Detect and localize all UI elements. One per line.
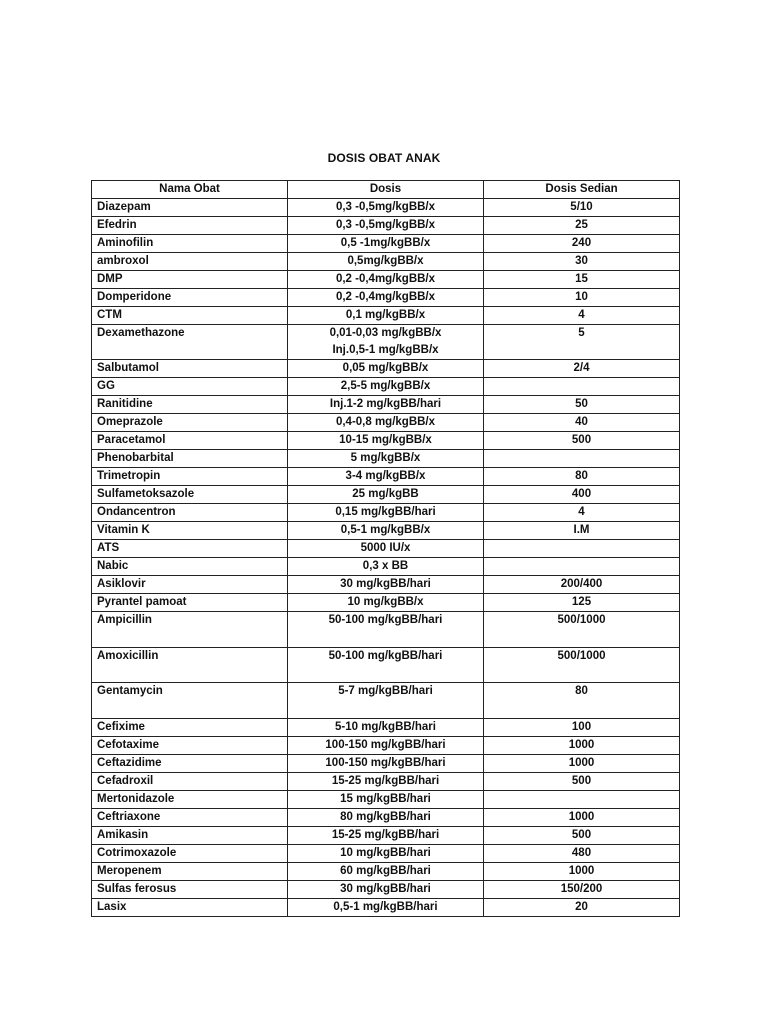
table-row: [92, 235, 680, 253]
table-row: [92, 432, 680, 450]
table-row: [92, 899, 680, 917]
cell-dosis-sedian: 5/10: [484, 199, 680, 217]
cell-nama-obat: Dexamethazone: [92, 325, 288, 360]
dose-line: 25 mg/kgBB: [352, 488, 419, 500]
dose-line: 0,15 mg/kgBB/hari: [335, 506, 436, 518]
cell-dosis: [288, 504, 484, 522]
cell-dosis-sedian: 1000: [484, 755, 680, 773]
table-row: [92, 522, 680, 540]
table-header: [92, 181, 680, 199]
cell-nama-obat: Phenobarbital: [92, 450, 288, 468]
cell-dosis-sedian: 500: [484, 773, 680, 791]
cell-dosis: [288, 235, 484, 253]
header-dosis-sedian: Dosis Sedian: [484, 181, 680, 199]
dose-line: 50-100 mg/kgBB/hari: [328, 614, 443, 626]
cell-nama-obat: GG: [92, 378, 288, 396]
cell-dosis: [288, 719, 484, 737]
cell-nama-obat: Aminofilin: [92, 235, 288, 253]
dose-line: 0,3 -0,5mg/kgBB/x: [335, 219, 436, 231]
cell-nama-obat: Lasix: [92, 899, 288, 917]
table-row: [92, 325, 680, 360]
cell-dosis-sedian: 400: [484, 486, 680, 504]
dose-line: 0,5-1 mg/kgBB/hari: [333, 901, 438, 913]
cell-dosis: [288, 522, 484, 540]
cell-dosis: [288, 396, 484, 414]
cell-dosis-sedian: 5: [484, 325, 680, 360]
table-row: [92, 378, 680, 396]
table-row: [92, 809, 680, 827]
cell-nama-obat: Vitamin K: [92, 522, 288, 540]
cell-dosis-sedian: 500/1000: [484, 612, 680, 648]
dose-line: 10 mg/kgBB/x: [347, 596, 424, 608]
cell-dosis: [288, 414, 484, 432]
dose-line: Inj.0,5-1 mg/kgBB/x: [332, 344, 439, 356]
table-row: [92, 594, 680, 612]
cell-dosis-sedian: 500: [484, 432, 680, 450]
cell-nama-obat: Cefadroxil: [92, 773, 288, 791]
dose-line: 5 mg/kgBB/x: [350, 452, 421, 464]
cell-dosis-sedian: 480: [484, 845, 680, 863]
dose-line: 0,4-0,8 mg/kgBB/x: [335, 416, 436, 428]
table-row: [92, 199, 680, 217]
cell-nama-obat: Gentamycin: [92, 683, 288, 719]
cell-dosis: [288, 755, 484, 773]
table-row: [92, 612, 680, 648]
dose-line: 0,2 -0,4mg/kgBB/x: [335, 273, 436, 285]
dose-line: 80 mg/kgBB/hari: [340, 811, 431, 823]
table-row: [92, 863, 680, 881]
cell-dosis: [288, 881, 484, 899]
cell-dosis-sedian: 50: [484, 396, 680, 414]
dose-line: 30 mg/kgBB/hari: [340, 578, 431, 590]
cell-dosis: [288, 594, 484, 612]
dose-line: 15-25 mg/kgBB/hari: [331, 829, 440, 841]
cell-dosis-sedian: I.M: [484, 522, 680, 540]
cell-dosis: [288, 612, 484, 648]
table-row: [92, 791, 680, 809]
dose-line: 0,5-1 mg/kgBB/x: [340, 524, 431, 536]
cell-nama-obat: Cefotaxime: [92, 737, 288, 755]
cell-dosis: [288, 648, 484, 683]
table-row: [92, 450, 680, 468]
table-row: [92, 576, 680, 594]
dose-line: 3-4 mg/kgBB/x: [345, 470, 426, 482]
table-row: [92, 683, 680, 719]
cell-dosis: [288, 450, 484, 468]
cell-nama-obat: Salbutamol: [92, 360, 288, 378]
cell-dosis: [288, 307, 484, 325]
cell-dosis-sedian: [484, 791, 680, 809]
cell-dosis: [288, 486, 484, 504]
dose-line: 0,5mg/kgBB/x: [347, 255, 424, 267]
cell-dosis: [288, 737, 484, 755]
cell-nama-obat: Mertonidazole: [92, 791, 288, 809]
table-row: [92, 271, 680, 289]
cell-nama-obat: Diazepam: [92, 199, 288, 217]
cell-dosis: [288, 468, 484, 486]
dose-line: 5000 IU/x: [360, 542, 411, 554]
dose-line: 15-25 mg/kgBB/hari: [331, 775, 440, 787]
cell-dosis-sedian: 100: [484, 719, 680, 737]
cell-dosis-sedian: 150/200: [484, 881, 680, 899]
cell-dosis: [288, 773, 484, 791]
table-row: [92, 253, 680, 271]
header-row: [92, 181, 680, 199]
cell-nama-obat: Sulfas ferosus: [92, 881, 288, 899]
cell-dosis-sedian: 1000: [484, 809, 680, 827]
cell-dosis-sedian: [484, 558, 680, 576]
document-title: DOSIS OBAT ANAK: [327, 151, 441, 165]
cell-dosis-sedian: 240: [484, 235, 680, 253]
dose-line: 0,3 -0,5mg/kgBB/x: [335, 201, 436, 213]
cell-nama-obat: CTM: [92, 307, 288, 325]
cell-dosis-sedian: 500: [484, 827, 680, 845]
table-row: [92, 827, 680, 845]
table-row: [92, 307, 680, 325]
cell-dosis: [288, 271, 484, 289]
cell-dosis-sedian: 200/400: [484, 576, 680, 594]
cell-dosis: [288, 558, 484, 576]
cell-nama-obat: Pyrantel pamoat: [92, 594, 288, 612]
table-row: [92, 558, 680, 576]
cell-dosis-sedian: 20: [484, 899, 680, 917]
dose-line: 50-100 mg/kgBB/hari: [328, 650, 443, 662]
cell-dosis: [288, 863, 484, 881]
cell-dosis-sedian: [484, 540, 680, 558]
cell-dosis: [288, 325, 484, 360]
cell-dosis: [288, 809, 484, 827]
dose-line: 5-7 mg/kgBB/hari: [338, 685, 433, 697]
cell-nama-obat: Ondancentron: [92, 504, 288, 522]
cell-nama-obat: Ranitidine: [92, 396, 288, 414]
cell-nama-obat: Ceftriaxone: [92, 809, 288, 827]
cell-nama-obat: Meropenem: [92, 863, 288, 881]
cell-dosis: [288, 791, 484, 809]
cell-nama-obat: ATS: [92, 540, 288, 558]
dose-line: 60 mg/kgBB/hari: [340, 865, 431, 877]
table-row: [92, 289, 680, 307]
cell-dosis-sedian: 500/1000: [484, 648, 680, 683]
cell-nama-obat: Domperidone: [92, 289, 288, 307]
cell-nama-obat: Amikasin: [92, 827, 288, 845]
table-row: [92, 540, 680, 558]
header-dosis: Dosis: [288, 181, 484, 199]
cell-dosis-sedian: [484, 450, 680, 468]
dose-line: 0,2 -0,4mg/kgBB/x: [335, 291, 436, 303]
dose-line: 10 mg/kgBB/hari: [340, 847, 431, 859]
cell-dosis: [288, 199, 484, 217]
cell-nama-obat: Asiklovir: [92, 576, 288, 594]
cell-dosis-sedian: 2/4: [484, 360, 680, 378]
cell-dosis-sedian: 25: [484, 217, 680, 235]
dose-line: 100-150 mg/kgBB/hari: [325, 739, 446, 751]
cell-dosis-sedian: 10: [484, 289, 680, 307]
cell-dosis: [288, 576, 484, 594]
cell-dosis-sedian: 125: [484, 594, 680, 612]
cell-dosis: [288, 289, 484, 307]
table-row: [92, 486, 680, 504]
cell-dosis: [288, 540, 484, 558]
table-row: [92, 737, 680, 755]
dose-line: 15 mg/kgBB/hari: [340, 793, 431, 805]
dose-line: 0,3 x BB: [362, 560, 409, 572]
cell-dosis: [288, 899, 484, 917]
dose-line: 0,1 mg/kgBB/x: [345, 309, 426, 321]
dose-line: 0,01-0,03 mg/kgBB/x: [329, 327, 442, 339]
dose-line: 10-15 mg/kgBB/x: [339, 434, 432, 446]
cell-nama-obat: Sulfametoksazole: [92, 486, 288, 504]
cell-nama-obat: Cotrimoxazole: [92, 845, 288, 863]
cell-dosis: [288, 217, 484, 235]
cell-dosis-sedian: 40: [484, 414, 680, 432]
table-row: [92, 773, 680, 791]
cell-dosis: [288, 432, 484, 450]
table-body: [92, 199, 680, 917]
cell-dosis-sedian: [484, 378, 680, 396]
cell-dosis-sedian: 4: [484, 504, 680, 522]
dose-line: 0,05 mg/kgBB/x: [342, 362, 429, 374]
cell-dosis: [288, 253, 484, 271]
dose-line: 30 mg/kgBB/hari: [340, 883, 431, 895]
cell-nama-obat: Trimetropin: [92, 468, 288, 486]
cell-dosis: [288, 845, 484, 863]
cell-dosis: [288, 683, 484, 719]
table-row: [92, 217, 680, 235]
table-row: [92, 648, 680, 683]
cell-dosis-sedian: 80: [484, 683, 680, 719]
dose-table: [91, 180, 680, 917]
table-row: [92, 881, 680, 899]
cell-dosis: [288, 378, 484, 396]
cell-dosis-sedian: 4: [484, 307, 680, 325]
table-row: [92, 360, 680, 378]
cell-nama-obat: Amoxicillin: [92, 648, 288, 683]
cell-nama-obat: Efedrin: [92, 217, 288, 235]
cell-dosis-sedian: 30: [484, 253, 680, 271]
dose-line: 5-10 mg/kgBB/hari: [335, 721, 436, 733]
table-row: [92, 755, 680, 773]
table-row: [92, 719, 680, 737]
cell-nama-obat: Cefixime: [92, 719, 288, 737]
cell-dosis-sedian: 1000: [484, 737, 680, 755]
table-row: [92, 504, 680, 522]
cell-nama-obat: DMP: [92, 271, 288, 289]
dose-line: Inj.1-2 mg/kgBB/hari: [329, 398, 442, 410]
table-row: [92, 396, 680, 414]
cell-nama-obat: Ampicillin: [92, 612, 288, 648]
table-row: [92, 414, 680, 432]
header-nama-obat: Nama Obat: [92, 181, 288, 199]
dose-line: 100-150 mg/kgBB/hari: [325, 757, 446, 769]
table-row: [92, 468, 680, 486]
table-row: [92, 845, 680, 863]
dose-line: 0,5 -1mg/kgBB/x: [340, 237, 431, 249]
cell-nama-obat: Paracetamol: [92, 432, 288, 450]
cell-dosis-sedian: 1000: [484, 863, 680, 881]
dose-line: 2,5-5 mg/kgBB/x: [340, 380, 431, 392]
cell-dosis: [288, 360, 484, 378]
cell-nama-obat: Omeprazole: [92, 414, 288, 432]
cell-dosis-sedian: 80: [484, 468, 680, 486]
cell-dosis: [288, 827, 484, 845]
cell-nama-obat: Nabic: [92, 558, 288, 576]
cell-nama-obat: Ceftazidime: [92, 755, 288, 773]
cell-dosis-sedian: 15: [484, 271, 680, 289]
cell-nama-obat: ambroxol: [92, 253, 288, 271]
